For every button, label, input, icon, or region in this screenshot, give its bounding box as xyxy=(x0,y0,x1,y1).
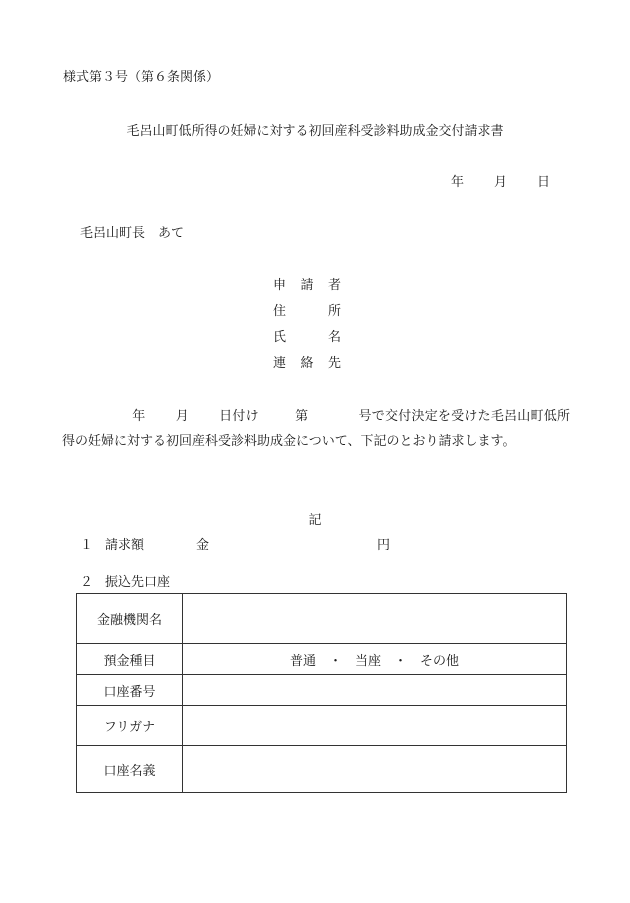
account-holder-field[interactable] xyxy=(183,746,567,793)
table-row xyxy=(77,746,567,793)
deposit-type-label: 預金種目 xyxy=(77,644,183,675)
body-dated: 日付け xyxy=(218,409,259,424)
furigana-field[interactable] xyxy=(183,706,567,746)
date-line xyxy=(451,171,550,190)
item2-number: ２ xyxy=(80,575,94,590)
account-holder-label: 口座名義 xyxy=(77,746,183,793)
request-paragraph xyxy=(62,404,570,454)
bank-name-label: 金融機関名 xyxy=(77,594,183,644)
item2-label: 振込先口座 xyxy=(105,575,171,590)
table-row xyxy=(77,644,567,675)
body-month: 月 xyxy=(175,409,189,424)
item1-kin: 金 xyxy=(196,538,210,553)
item-request-amount xyxy=(80,534,390,553)
body-text: 号で交付決定を受けた毛呂山町低所得の妊婦に対する初回産科受診料助成金について、下記のとおり請求します。 xyxy=(62,409,570,449)
addressee: 毛呂山町長 あて xyxy=(80,226,185,241)
item1-number: １ xyxy=(80,538,94,553)
table-row xyxy=(77,706,567,746)
account-number-label: 口座番号 xyxy=(77,675,183,706)
ki-heading: 記 xyxy=(308,513,322,528)
date-year: 年 xyxy=(450,175,464,190)
form-number: 様式第３号（第６条関係） xyxy=(63,70,220,85)
table-row xyxy=(77,675,567,706)
applicant-contact-label: 連絡先 xyxy=(273,356,341,371)
document-title: 毛呂山町低所得の妊婦に対する初回産科受診料助成金交付請求書 xyxy=(126,124,504,139)
applicant-heading: 申請者 xyxy=(273,278,341,293)
applicant-address-label: 住所 xyxy=(273,304,341,319)
item-transfer-account xyxy=(80,571,170,590)
account-number-field[interactable] xyxy=(183,675,567,706)
furigana-label: フリガナ xyxy=(77,706,183,746)
item1-label: 請求額 xyxy=(105,538,145,553)
date-month: 月 xyxy=(493,175,507,190)
deposit-type-options[interactable]: 普通 ・ 当座 ・ その他 xyxy=(183,644,567,675)
body-year: 年 xyxy=(132,409,146,424)
applicant-name-label: 氏名 xyxy=(273,330,341,345)
bank-name-field[interactable] xyxy=(183,594,567,644)
date-day: 日 xyxy=(536,175,550,190)
item1-yen: 円 xyxy=(377,538,391,553)
bank-account-table xyxy=(76,593,567,793)
body-number-prefix: 第 xyxy=(294,409,309,424)
table-row xyxy=(77,594,567,644)
